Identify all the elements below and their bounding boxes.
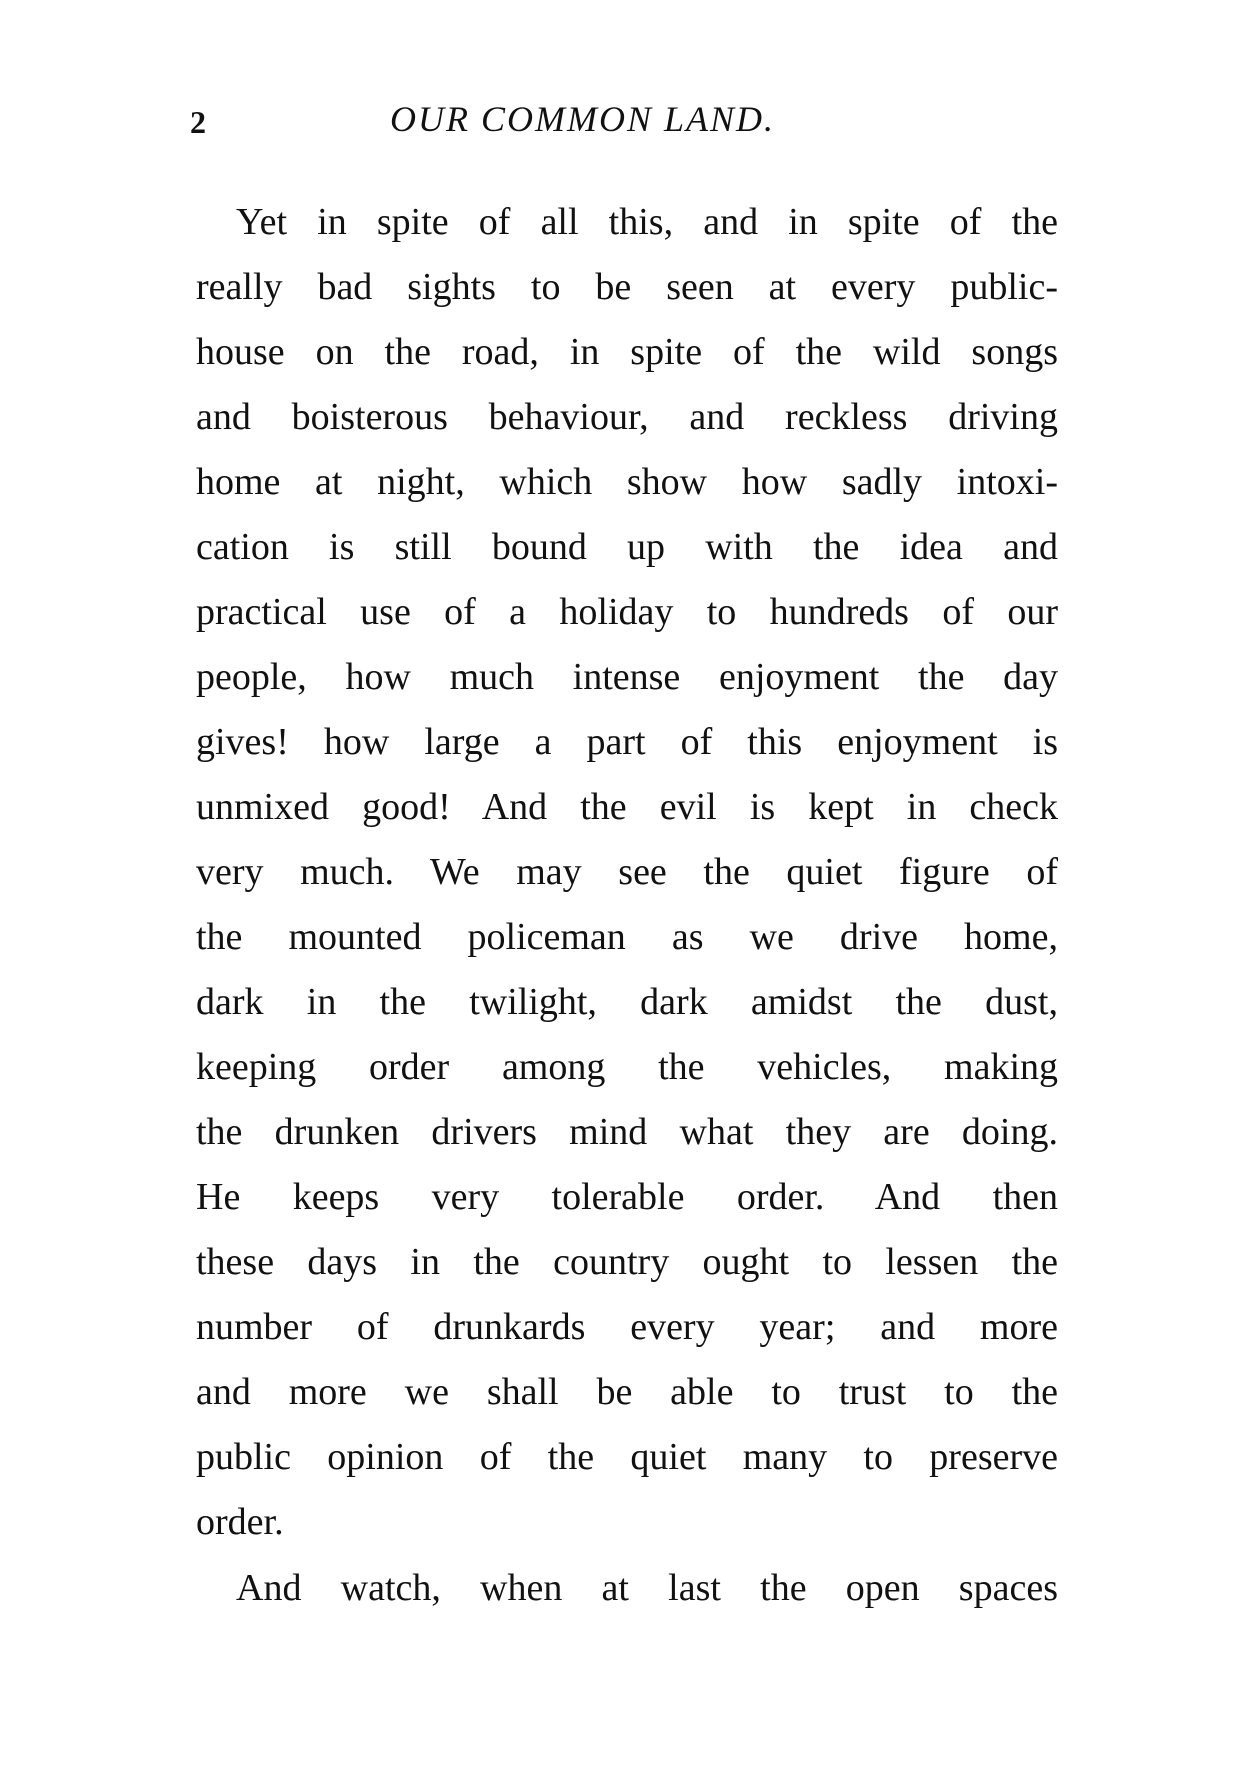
- text-line: very much. We may see the quiet figure of: [196, 851, 1058, 893]
- text-line: And watch, when at last the open spaces: [236, 1567, 1058, 1609]
- text-line: house on the road, in spite of the wild songs: [196, 331, 1058, 373]
- text-line: He keeps very tolerable order. And then: [196, 1176, 1058, 1218]
- text-line: these days in the country ought to lessen the: [196, 1241, 1058, 1283]
- paragraph-1: [196, 190, 1058, 1555]
- text-line: unmixed good! And the evil is kept in check: [196, 786, 1058, 828]
- text-line: cation is still bound up with the idea and: [196, 526, 1058, 568]
- running-head: [190, 98, 1070, 142]
- text-line: gives! how large a part of this enjoyment is: [196, 721, 1058, 763]
- text-line: number of drunkards every year; and more: [196, 1306, 1058, 1348]
- text-line: really bad sights to be seen at every public-: [196, 266, 1058, 308]
- text-line: the mounted policeman as we drive home,: [196, 916, 1058, 958]
- text-line: dark in the twilight, dark amidst the dust,: [196, 981, 1058, 1023]
- running-title: OUR COMMON LAND.: [390, 99, 776, 139]
- text-line: the drunken drivers mind what they are doing.: [196, 1111, 1058, 1153]
- text-line: order.: [196, 1501, 284, 1543]
- text-line: public opinion of the quiet many to preserve: [196, 1436, 1058, 1478]
- text-line: and boisterous behaviour, and reckless driving: [196, 396, 1058, 438]
- text-line: keeping order among the vehicles, making: [196, 1046, 1058, 1088]
- text-line: and more we shall be able to trust to the: [196, 1371, 1058, 1413]
- text-line: Yet in spite of all this, and in spite of the: [236, 201, 1058, 243]
- text-line: home at night, which show how sadly intoxi-: [196, 461, 1058, 503]
- paragraph-2: [196, 1556, 1058, 1621]
- text-line: people, how much intense enjoyment the day: [196, 656, 1058, 698]
- page-number: 2: [190, 104, 206, 140]
- text-line: practical use of a holiday to hundreds of our: [196, 591, 1058, 633]
